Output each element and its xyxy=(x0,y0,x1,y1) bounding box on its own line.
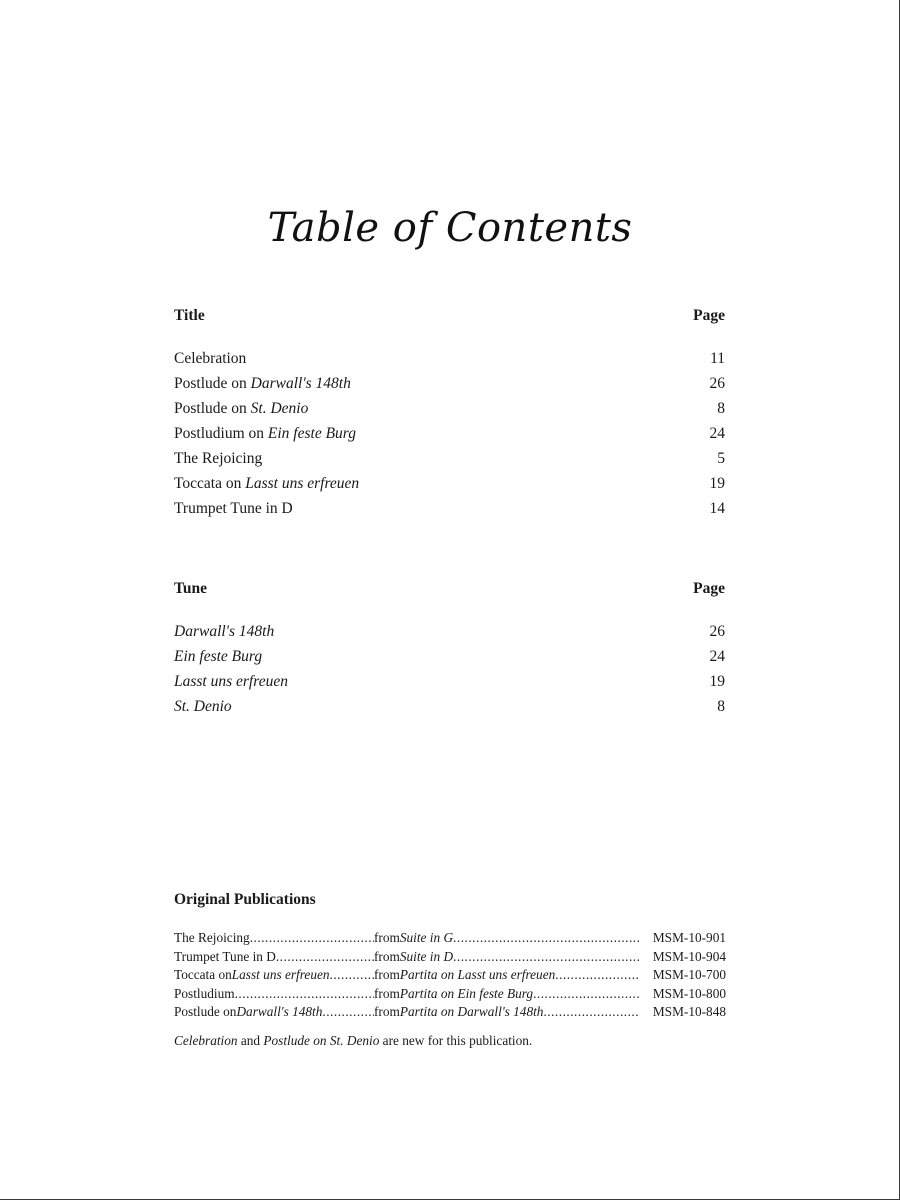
catalog-number: MSM-10-901 xyxy=(652,930,726,945)
work-text: Postlude on xyxy=(174,1004,237,1019)
title-entry xyxy=(174,349,246,374)
title-entry xyxy=(174,374,351,399)
publication-work xyxy=(174,929,374,947)
publication-row xyxy=(174,929,726,948)
publications-list xyxy=(174,929,726,1022)
title-entry-text: Celebration xyxy=(174,350,247,367)
source-title: Partita on Lasst uns erfreuen xyxy=(399,967,556,982)
title-entry-text: Postlude on xyxy=(174,400,251,417)
page-title: Table of Contents xyxy=(267,205,633,251)
footnote-text-1: and xyxy=(237,1032,264,1048)
catalog-number: MSM-10-800 xyxy=(652,985,726,1001)
page-number: 14 xyxy=(709,500,725,517)
work-text: The Rejoicing xyxy=(174,930,250,945)
work-tune: Lasst uns erfreuen xyxy=(231,967,330,982)
column-header-title: Title xyxy=(174,307,205,324)
dot-leader xyxy=(453,929,640,947)
dot-leader xyxy=(250,929,374,947)
tune-name: Darwall's 148th xyxy=(174,623,275,640)
title-row xyxy=(174,499,725,524)
dot-leader xyxy=(322,1003,374,1021)
title-entry xyxy=(174,499,293,524)
title-entry-text: Postludium on xyxy=(174,425,268,442)
source-prefix: from xyxy=(374,930,400,945)
source-prefix: from xyxy=(374,948,400,964)
tune-row xyxy=(174,622,725,647)
work-text: Trumpet Tune in D xyxy=(174,948,276,964)
publication-row xyxy=(174,966,726,985)
titles-section-header xyxy=(174,306,725,326)
title-row xyxy=(174,474,725,499)
footnote-work-2: Postlude on St. Denio xyxy=(263,1032,380,1048)
publication-row xyxy=(174,948,726,967)
page-number: 24 xyxy=(709,425,725,442)
source-title: Partita on Darwall's 148th xyxy=(399,1004,544,1019)
tunes-section xyxy=(174,579,725,722)
dot-leader xyxy=(543,1003,640,1021)
dot-leader xyxy=(330,966,374,984)
title-entry xyxy=(174,449,262,474)
title-row xyxy=(174,449,725,474)
tune-row xyxy=(174,647,725,672)
dot-leader xyxy=(453,948,640,966)
footnote-text-2: are new for this publication. xyxy=(379,1032,533,1048)
source-prefix: from xyxy=(374,1004,400,1019)
dot-leader xyxy=(555,966,640,984)
publication-source xyxy=(374,985,640,1003)
tune-row xyxy=(174,697,725,722)
publications-footnote xyxy=(174,1032,726,1050)
publication-row xyxy=(174,985,726,1004)
dot-leader xyxy=(533,985,640,1003)
page-number: 24 xyxy=(709,648,725,665)
publication-row xyxy=(174,1003,726,1022)
source-title: Suite in D xyxy=(399,948,454,964)
publication-source xyxy=(374,966,640,984)
tunes-section-header xyxy=(174,579,725,599)
tune-row xyxy=(174,672,725,697)
page-number: 8 xyxy=(717,400,725,417)
title-entry-text: Toccata on xyxy=(174,475,246,492)
publication-work xyxy=(174,985,374,1003)
publication-source xyxy=(374,948,640,966)
title-entry-tune: Lasst uns erfreuen xyxy=(245,475,360,492)
page-number: 8 xyxy=(717,698,725,715)
catalog-number: MSM-10-904 xyxy=(652,948,726,964)
original-publications-heading: Original Publications xyxy=(174,891,316,908)
title-entry-tune: Ein feste Burg xyxy=(267,425,356,442)
source-prefix: from xyxy=(374,967,400,982)
work-text: Toccata on xyxy=(174,967,232,982)
title-entry-text: Trumpet Tune in D xyxy=(174,500,293,517)
titles-section xyxy=(174,306,725,524)
title-entry xyxy=(174,474,359,499)
footnote-work-1: Celebration xyxy=(174,1032,238,1048)
source-title: Partita on Ein feste Burg xyxy=(399,985,534,1001)
page-number: 26 xyxy=(709,623,725,640)
work-tune: Darwall's 148th xyxy=(236,1004,323,1019)
catalog-number: MSM-10-848 xyxy=(652,1004,726,1019)
catalog-number: MSM-10-700 xyxy=(652,967,726,982)
title-row xyxy=(174,424,725,449)
publication-source xyxy=(374,929,640,947)
source-prefix: from xyxy=(374,985,400,1001)
publication-source xyxy=(374,1003,640,1021)
source-title: Suite in G xyxy=(399,930,454,945)
page-number: 19 xyxy=(709,475,725,492)
page-number: 26 xyxy=(709,375,725,392)
titles-list xyxy=(174,349,725,524)
dot-leader xyxy=(276,948,374,966)
publication-work xyxy=(174,966,374,984)
column-header-tune: Tune xyxy=(174,580,208,597)
page-number: 5 xyxy=(717,450,725,467)
title-entry-text: The Rejoicing xyxy=(174,450,263,467)
column-header-page: Page xyxy=(693,307,725,324)
title-entry xyxy=(174,399,308,424)
title-entry xyxy=(174,424,356,449)
column-header-page: Page xyxy=(693,580,725,597)
publication-work xyxy=(174,948,374,966)
page-number: 19 xyxy=(709,673,725,690)
publication-work xyxy=(174,1003,374,1021)
title-entry-tune: Darwall's 148th xyxy=(250,375,351,392)
dot-leader xyxy=(235,985,374,1003)
tune-name: Lasst uns erfreuen xyxy=(174,673,288,690)
title-row xyxy=(174,349,725,374)
tune-name: St. Denio xyxy=(174,698,232,715)
page-number: 11 xyxy=(710,350,725,367)
tune-name: Ein feste Burg xyxy=(174,648,263,665)
title-row xyxy=(174,399,725,424)
title-row xyxy=(174,374,725,399)
title-entry-text: Postlude on xyxy=(174,375,251,392)
original-publications xyxy=(174,890,726,1050)
tunes-list xyxy=(174,622,725,722)
work-text: Postludium xyxy=(174,985,235,1001)
title-entry-tune: St. Denio xyxy=(250,400,309,417)
